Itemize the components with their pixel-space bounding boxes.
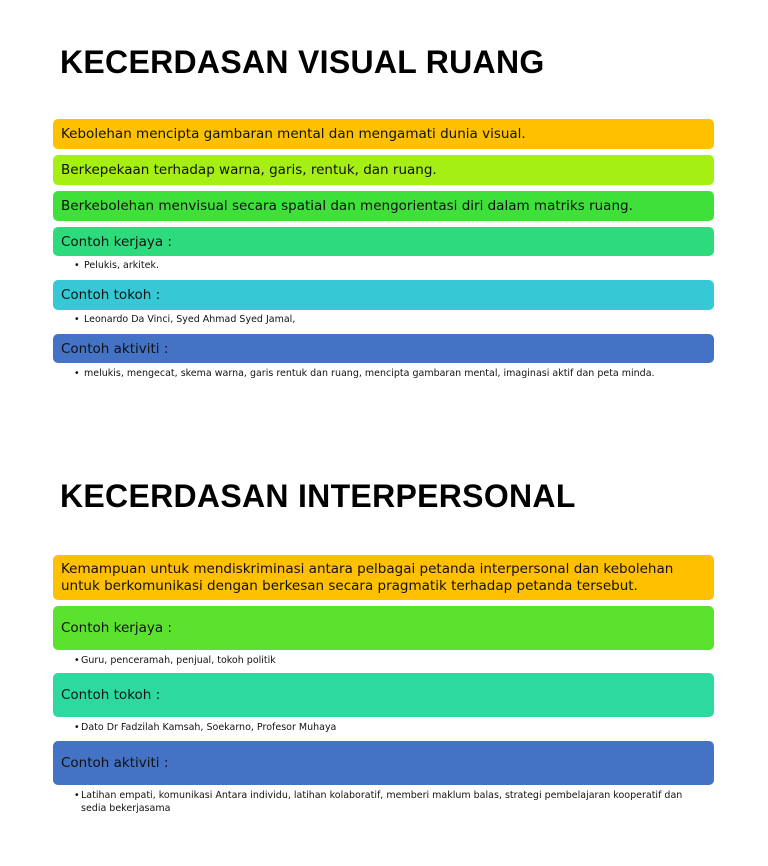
bar-text: Kemampuan untuk mendiskriminasi antara pelbagai petanda interpersonal dan kebolehan untuk berkomunikasi dengan berkesan secara pragmatik terhadap petanda tersebut. — [61, 560, 674, 594]
section-title: KECERDASAN VISUAL RUANG — [60, 44, 545, 80]
bullet-icon: • — [74, 722, 80, 733]
bullet-text: Guru, penceramah, penjual, tokoh politik — [81, 655, 276, 666]
bar-text: Contoh kerjaya : — [61, 620, 172, 636]
figure-bar — [53, 280, 714, 310]
bullet-icon: • — [74, 655, 80, 666]
figure-bullet — [74, 313, 714, 326]
section-title: KECERDASAN INTERPERSONAL — [60, 478, 576, 514]
activity-bullet — [74, 367, 714, 380]
bar-text: Contoh tokoh : — [61, 687, 161, 703]
bar-text: Contoh aktiviti : — [61, 340, 169, 357]
bullet-icon: • — [74, 314, 80, 325]
bullet-icon: • — [74, 368, 80, 379]
activity-bullet — [74, 789, 704, 815]
career-bullet — [74, 654, 714, 667]
bullet-text: Dato Dr Fadzilah Kamsah, Soekarno, Profesor Muhaya — [81, 722, 337, 733]
bullet-icon: • — [74, 260, 80, 271]
bullet-text: Pelukis, arkitek. — [84, 260, 159, 271]
bullet-text: Latihan empati, komunikasi Antara individu, latihan kolaboratif, memberi maklum balas, strategi pembelajaran kooperatif dan sedia bekerjasama — [81, 790, 683, 814]
trait-bar — [53, 155, 714, 185]
career-bullet — [74, 259, 714, 272]
bar-text: Berkebolehan menvisual secara spatial dan mengorientasi diri dalam matriks ruang. — [61, 198, 633, 214]
bar-text: Berkepekaan terhadap warna, garis, rentuk, dan ruang. — [61, 162, 437, 178]
bar-text: Kebolehan mencipta gambaran mental dan mengamati dunia visual. — [61, 126, 526, 142]
trait-bar — [53, 191, 714, 221]
bullet-icon: • — [74, 790, 80, 801]
bar-text: Contoh kerjaya : — [61, 233, 172, 250]
definition-bar — [53, 555, 714, 600]
definition-bar — [53, 119, 714, 149]
figure-bullet — [74, 721, 714, 734]
career-bar — [53, 606, 714, 650]
bullet-text: melukis, mengecat, skema warna, garis rentuk dan ruang, mencipta gambaran mental, imaginasi aktif dan peta minda. — [84, 368, 655, 379]
activity-bar — [53, 741, 714, 785]
figure-bar — [53, 673, 714, 717]
bar-text: Contoh tokoh : — [61, 287, 161, 303]
bullet-text: Leonardo Da Vinci, Syed Ahmad Syed Jamal, — [84, 314, 296, 325]
activity-bar — [53, 334, 714, 363]
bar-text: Contoh aktiviti : — [61, 755, 169, 771]
career-bar — [53, 227, 714, 256]
